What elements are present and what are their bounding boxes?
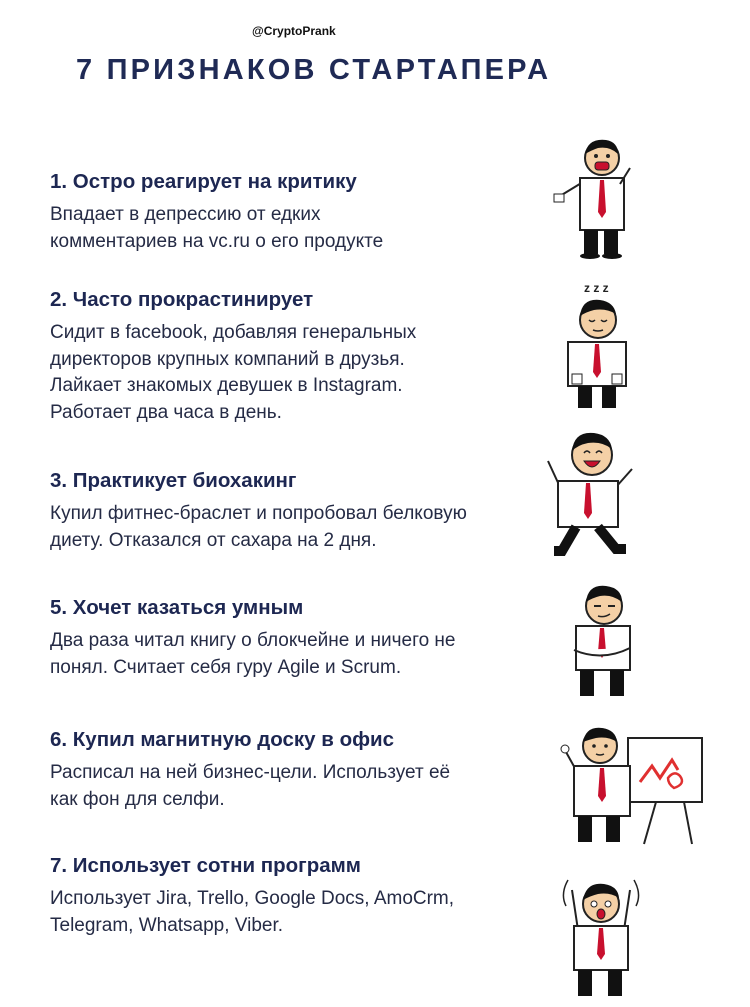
chart-board-man-illustration [556,724,708,848]
item-heading: 5. Хочет казаться умным [50,596,304,619]
sleepy-man-illustration [562,280,642,412]
item-text: Купил фитнес-браслет и попробовал белковую диету. Отказался от сахара на 2 дня. [50,503,467,551]
list-item [50,596,550,681]
panicking-man-illustration [556,870,646,1000]
item-text: Использует Jira, Trello, Google Docs, AmoCrm, Telegram, Whatsapp, Viber. [50,888,455,936]
stressed-man-illustration [550,132,640,260]
item-heading: 2. Часто прокрастинирует [50,288,314,311]
item-text: Расписал на ней бизнес-цели. Использует её как фон для селфи. [50,762,451,810]
watermark: @CryptoPrank [252,24,336,38]
item-heading: 7. Использует сотни программ [50,854,361,877]
list-item [50,469,550,554]
item-heading: 3. Практикует биохакинг [50,469,297,492]
item-text: Два раза читал книгу о блокчейне и ничего не понял. Считает себя гуру Agile и Scrum. [50,630,456,678]
smug-man-illustration [566,582,646,700]
dancing-man-illustration [540,425,640,557]
svg-text:z z z: z z z [584,281,609,295]
list-item [50,854,550,939]
item-text: Впадает в депрессию от едких комментариев на vc.ru о его продукте [50,204,384,252]
item-heading: 6. Купил магнитную доску в офис [50,728,395,751]
item-text: Сидит в facebook, добавляя генеральных директоров крупных компаний в друзья. Лайкает знакомых девушек в Instagram. Работает два часа в день. [50,322,417,423]
list-item [50,728,550,813]
page-title: 7 ПРИЗНАКОВ СТАРТАПЕРА [76,54,552,86]
list-item [50,288,550,426]
list-item [50,170,550,255]
item-heading: 1. Остро реагирует на критику [50,170,357,193]
